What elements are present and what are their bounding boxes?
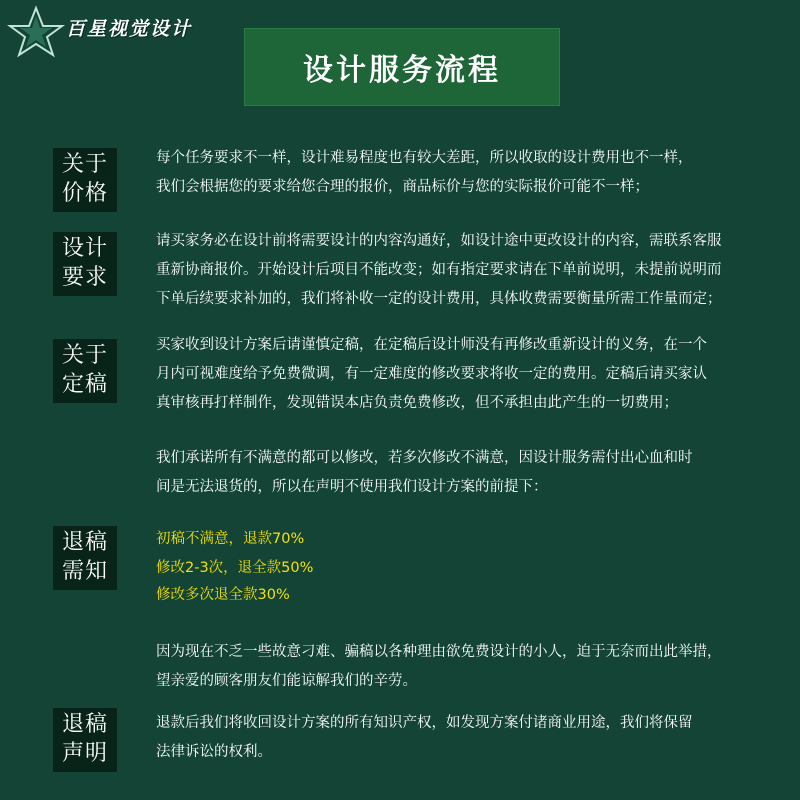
section-label-statement: 退稿 声明 [53, 708, 117, 772]
section-text-price: 每个任务要求不一样，设计难易程度也有较大差距，所以收取的设计费用也不一样， 我们会根据您的要求给您合理的报价，商品标价与您的实际报价可能不一样； [156, 150, 693, 195]
section-label-requirements: 设计 要求 [53, 232, 117, 296]
refund-item: 修改2-3次，退全款50% [156, 560, 314, 576]
page-title: 设计服务流程 [244, 28, 560, 106]
refund-note-text: 因为现在不乏一些故意刁难、骗稿以各种理由欲免费设计的小人，迫于无奈而出此举措， 望亲爱的顾客朋友们能谅解我们的辛劳。 [156, 644, 722, 689]
section-label-refund-notice: 退稿 需知 [53, 526, 117, 590]
logo-text: 百星视觉设计 [66, 18, 193, 40]
refund-item: 修改多次退全款30% [156, 587, 290, 603]
section-text-requirements: 请买家务必在设计前将需要设计的内容沟通好，如设计途中更改设计的内容，需联系客服 重新协商报价。开始设计后项目不能改变；如有指定要求请在下单前说明，未提前说明而 下单后续要求补加的，我们将补收一定的设计费用，具体收费需要衡量所需工作量而定； [156, 233, 722, 307]
section-text-finalize: 买家收到设计方案后请谨慎定稿，在定稿后设计师没有再修改重新设计的义务，在一个 月内可视难度给予免费微调，有一定难度的修改要求将收一定的费用。定稿后请买家认 真审核再打样制作，发现错误本店负责免费修改，但不承担由此产生的一切费用； [156, 337, 707, 411]
refund-intro-text: 我们承诺所有不满意的都可以修改，若多次修改不满意，因设计服务需付出心血和时 间是无法退货的，所以在声明不使用我们设计方案的前提下： [156, 450, 693, 495]
refund-item: 初稿不满意，退款70% [156, 531, 305, 547]
logo [6, 4, 216, 58]
section-label-finalize: 关于 定稿 [53, 339, 117, 403]
section-label-price: 关于 价格 [53, 148, 117, 212]
statement-text: 退款后我们将收回设计方案的所有知识产权，如发现方案付诸商业用途，我们将保留 法律诉讼的权利。 [156, 715, 693, 760]
star-icon [6, 4, 66, 58]
